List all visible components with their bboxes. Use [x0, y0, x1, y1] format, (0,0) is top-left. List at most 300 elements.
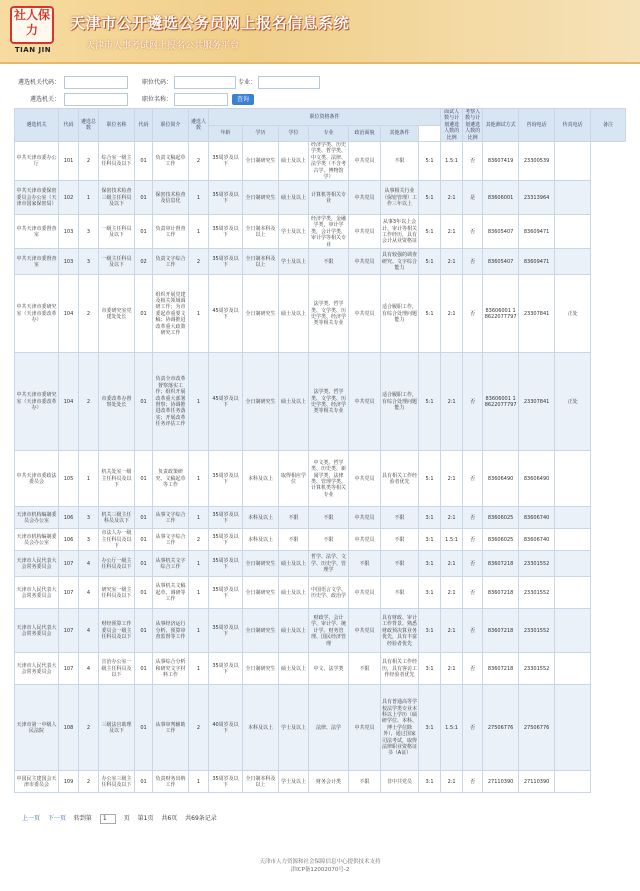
cell-count: 1 — [189, 507, 209, 529]
cell-degree: 学士及以上 — [279, 215, 309, 249]
cell-major: 不限 — [309, 507, 349, 529]
total-records: 共69条记录 — [185, 815, 217, 822]
header-phone: 咨询电话 — [519, 109, 555, 142]
cell-position-name: 市法人办一级主任科员及以下 — [99, 529, 135, 551]
cell-fax: 83609471 — [519, 215, 555, 249]
goto-label: 转到第 — [73, 815, 92, 822]
cell-agency-num: 4 — [79, 551, 99, 577]
cell-position-code: 01 — [135, 215, 153, 249]
position-name-input[interactable] — [174, 93, 228, 106]
cell-ratio-interview: 3:1 — [419, 771, 441, 793]
cell-ratio-exam: 1.5:1 — [441, 142, 463, 181]
cell-age: 35周岁及以下 — [209, 551, 243, 577]
cell-note — [555, 215, 591, 249]
cell-phone: 83607419 — [483, 142, 519, 181]
cell-position-code: 01 — [135, 507, 153, 529]
cell-political: 不限 — [349, 551, 381, 577]
cell-fax: 23307841 — [519, 353, 555, 451]
cell-political: 中共党员 — [349, 685, 381, 771]
header-degree: 学位 — [279, 125, 309, 142]
cell-agency: 中共天津市委督查室 — [15, 215, 59, 249]
cell-code: 103 — [59, 215, 79, 249]
cell-major: 不限 — [309, 249, 349, 275]
cell-degree: 硕士及以上 — [279, 653, 309, 685]
cell-position-name: 研究室一级主任科员及以下 — [99, 577, 135, 609]
cell-age: 35周岁及以下 — [209, 653, 243, 685]
search-filters — [14, 72, 626, 110]
cell-ratio-exam: 2:1 — [441, 249, 463, 275]
table-row — [15, 685, 626, 771]
page-number-input[interactable] — [100, 814, 116, 824]
cell-position-code: 01 — [135, 653, 153, 685]
table-row — [15, 275, 626, 353]
cell-code: 106 — [59, 507, 79, 529]
cell-ratio-interview: 3:1 — [419, 653, 441, 685]
cell-position-name: 机关三级主任科员及以下 — [99, 507, 135, 529]
cell-other: 不限 — [381, 142, 419, 181]
cell-fax: 83606740 — [519, 507, 555, 529]
cell-agency-num: 4 — [79, 577, 99, 609]
cell-political: 中共党员 — [349, 215, 381, 249]
cell-code: 102 — [59, 181, 79, 215]
cell-note — [555, 451, 591, 507]
cell-description: 从事机关文字综合工作 — [153, 551, 189, 577]
cell-other-exam: 否 — [463, 771, 483, 793]
cell-ratio-interview: 3:1 — [419, 609, 441, 653]
cell-fax: 23301552 — [519, 653, 555, 685]
cell-position-name: 一级主任科员及以下 — [99, 215, 135, 249]
positions-table — [14, 108, 626, 793]
cell-count: 1 — [189, 275, 209, 353]
cell-education: 本科及以上 — [243, 507, 279, 529]
cell-agency: 中共天津市委办公厅 — [15, 142, 59, 181]
cell-other-exam: 否 — [463, 507, 483, 529]
cell-ratio-interview: 3:1 — [419, 507, 441, 529]
cell-agency: 中共天津市委研究室（天津市委改革办） — [15, 275, 59, 353]
cell-fax: 23301552 — [519, 609, 555, 653]
cell-agency: 天津市机构编制委员会办公室 — [15, 507, 59, 529]
table-row — [15, 577, 626, 609]
pagination — [22, 813, 223, 824]
cell-ratio-exam: 2:1 — [441, 181, 463, 215]
cell-ratio-exam: 2:1 — [441, 275, 463, 353]
cell-major: 财政学、会计学、审计学、统计学、财务管理、国民经济管理 — [309, 609, 349, 653]
cell-note — [555, 181, 591, 215]
cell-major: 法学类、哲学类、文学类、历史学类、经济学类等相关专业 — [309, 353, 349, 451]
cell-position-code: 01 — [135, 275, 153, 353]
cell-code: 106 — [59, 529, 79, 551]
cell-education: 本科及以上 — [243, 451, 279, 507]
cell-ratio-interview: 5:1 — [419, 451, 441, 507]
cell-phone: 83607218 — [483, 609, 519, 653]
positions-table-container — [14, 108, 626, 793]
cell-ratio-interview: 3:1 — [419, 577, 441, 609]
prev-page-link[interactable]: 上一页 — [22, 815, 41, 822]
position-name-label: 职位名称： — [141, 96, 172, 103]
cell-degree: 硕士及以上 — [279, 353, 309, 451]
cell-position-name: 办公厅一级主任科员及以下 — [99, 551, 135, 577]
cell-phone: 27506776 — [483, 685, 519, 771]
cell-agency: 天津市人民代表大会常务委员会 — [15, 577, 59, 609]
cell-major: 经济学类、历史学类、哲学类、中文类、法律、法学类（不含考古学、博物馆学） — [309, 142, 349, 181]
cell-note — [555, 249, 591, 275]
cell-ratio-interview: 5:1 — [419, 142, 441, 181]
cell-phone: 83605407 — [483, 215, 519, 249]
cell-position-code: 01 — [135, 685, 153, 771]
cell-other: 不限 — [381, 507, 419, 529]
cell-fax: 27110390 — [519, 771, 555, 793]
cell-description: 从事经济运行分析、预算审查监督等工作 — [153, 609, 189, 653]
cell-degree: 硕士及以上 — [279, 181, 309, 215]
logo-subtext: TIAN JIN — [14, 46, 52, 54]
cell-ratio-exam: 2:1 — [441, 353, 463, 451]
next-page-link[interactable]: 下一页 — [47, 815, 66, 822]
cell-other: 具有相关工作经历，具有客访工作经验者优先 — [381, 653, 419, 685]
cell-education: 全日制研究生 — [243, 275, 279, 353]
header-conditions: 职位资格条件 — [209, 109, 441, 126]
cell-count: 1 — [189, 551, 209, 577]
cell-major: 法学类、哲学类、文学类、历史学类、经济学类等相关专业 — [309, 275, 349, 353]
dept-name-input[interactable] — [64, 93, 128, 106]
site-subtitle: 天津市人事考试网上报名公共服务平台 — [86, 41, 240, 51]
filter-row-2 — [14, 93, 626, 107]
cell-education: 全日制研究生 — [243, 609, 279, 653]
cell-count: 1 — [189, 609, 209, 653]
cell-position-code: 01 — [135, 551, 153, 577]
cell-ratio-exam: 1.5:1 — [441, 529, 463, 551]
cell-description: 负责财务出纳工作 — [153, 771, 189, 793]
table-row — [15, 142, 626, 181]
cell-phone: 83606025 — [483, 529, 519, 551]
table-row — [15, 215, 626, 249]
header-code: 代码 — [59, 109, 79, 142]
cell-education: 本科及以上 — [243, 685, 279, 771]
cell-phone: 83606001 18622077797 — [483, 353, 519, 451]
header-ratio-interview: 面试人数与计划遴选人数的比例 — [441, 109, 463, 142]
table-row — [15, 507, 626, 529]
cell-age: 35周岁及以下 — [209, 181, 243, 215]
cell-age: 35周岁及以下 — [209, 529, 243, 551]
cell-age: 40周岁及以下 — [209, 685, 243, 771]
cell-political: 中共党员 — [349, 577, 381, 609]
cell-agency-num: 2 — [79, 685, 99, 771]
cell-other: 不限 — [381, 529, 419, 551]
table-row — [15, 249, 626, 275]
cell-note — [555, 609, 591, 653]
cell-fax: 23301552 — [519, 577, 555, 609]
cell-education: 全日制研究生 — [243, 551, 279, 577]
cell-code: 107 — [59, 653, 79, 685]
cell-other-exam: 否 — [463, 353, 483, 451]
cell-agency-num: 2 — [79, 771, 99, 793]
cell-age: 35周岁及以下 — [209, 771, 243, 793]
cell-other-exam: 否 — [463, 551, 483, 577]
cell-age: 45周岁及以下 — [209, 275, 243, 353]
cell-agency-num: 4 — [79, 609, 99, 653]
cell-agency-num: 1 — [79, 451, 99, 507]
cell-agency-num: 2 — [79, 142, 99, 181]
cell-political: 中共党员 — [349, 353, 381, 451]
cell-note — [555, 551, 591, 577]
cell-ratio-exam: 2:1 — [441, 507, 463, 529]
cell-education: 全日制本科及以上 — [243, 249, 279, 275]
cell-political: 中共党员 — [349, 249, 381, 275]
cell-fax: 83606490 — [519, 451, 555, 507]
cell-degree: 学士及以上 — [279, 685, 309, 771]
cell-fax: 23307841 — [519, 275, 555, 353]
cell-phone: 83607218 — [483, 577, 519, 609]
table-row — [15, 353, 626, 451]
cell-political: 中共党员 — [349, 529, 381, 551]
cell-ratio-interview: 5:1 — [419, 181, 441, 215]
cell-education: 全日制研究生 — [243, 353, 279, 451]
cell-note — [555, 529, 591, 551]
cell-ratio-interview: 3:1 — [419, 529, 441, 551]
cell-age: 35周岁及以下 — [209, 215, 243, 249]
page-unit-label: 页 — [123, 815, 130, 822]
cell-major: 法律、法学 — [309, 685, 349, 771]
cell-note: 正处 — [555, 275, 591, 353]
cell-education: 全日制研究生 — [243, 653, 279, 685]
cell-count: 2 — [189, 685, 209, 771]
cell-agency-num: 4 — [79, 653, 99, 685]
cell-degree: 硕士及以上 — [279, 577, 309, 609]
cell-description: 组织开展党建及相关领域调研工作；为市委起草重要文稿；协调推进改革重大政策研究工作 — [153, 275, 189, 353]
cell-age: 35周岁及以下 — [209, 249, 243, 275]
cell-political: 中共党员 — [349, 181, 381, 215]
cell-major: 中文类、哲学类、历史类、新闻学类、法律类、管理学类、计算机类等相关专业 — [309, 451, 349, 507]
cell-position-name: 三级法官助理及以下 — [99, 685, 135, 771]
cell-code: 107 — [59, 577, 79, 609]
cell-position-code: 01 — [135, 181, 153, 215]
dept-code-input[interactable] — [64, 76, 128, 89]
cell-fax: 23300539 — [519, 142, 555, 181]
cell-position-name: 市委研究室党建处处长 — [99, 275, 135, 353]
cell-count: 1 — [189, 353, 209, 451]
cell-other: 适合履职工作，有综合处理问题能力 — [381, 275, 419, 353]
cell-degree: 硕士及以上 — [279, 551, 309, 577]
cell-other-exam: 否 — [463, 609, 483, 653]
cell-ratio-exam: 2:1 — [441, 609, 463, 653]
cell-position-code: 01 — [135, 609, 153, 653]
cell-position-name: 综合室一级主任科员及以下 — [99, 142, 135, 181]
cell-political: 中共党员 — [349, 507, 381, 529]
cell-age: 35周岁及以下 — [209, 451, 243, 507]
cell-note — [555, 142, 591, 181]
cell-position-code: 02 — [135, 249, 153, 275]
site-banner — [0, 0, 640, 64]
cell-code: 103 — [59, 249, 79, 275]
cell-position-name: 一级主任科员及以下 — [99, 249, 135, 275]
current-page: 第1页 — [137, 815, 154, 822]
cell-other-exam: 否 — [463, 653, 483, 685]
cell-political: 不限 — [349, 771, 381, 793]
cell-code: 105 — [59, 451, 79, 507]
header-major: 专业 — [309, 125, 349, 142]
table-row — [15, 181, 626, 215]
cell-description: 保密技术检查及信息化 — [153, 181, 189, 215]
cell-other-exam: 否 — [463, 275, 483, 353]
cell-description: 从事文字综合工作 — [153, 507, 189, 529]
header-agency: 遴选机关 — [15, 109, 59, 142]
cell-major: 财务会计类 — [309, 771, 349, 793]
cell-ratio-exam: 2:1 — [441, 771, 463, 793]
cell-agency: 中共天津市委督查室 — [15, 249, 59, 275]
filter-row-1 — [14, 76, 626, 90]
cell-education: 全日制研究生 — [243, 142, 279, 181]
cell-agency-num: 3 — [79, 249, 99, 275]
cell-political: 中共党员 — [349, 451, 381, 507]
cell-degree: 不限 — [279, 507, 309, 529]
cell-other: 适合履职工作，有综合处理问题能力 — [381, 353, 419, 451]
cell-agency: 天津市人民代表大会常务委员会 — [15, 653, 59, 685]
cell-phone: 83606025 — [483, 507, 519, 529]
cell-major: 计算机等相关专业 — [309, 181, 349, 215]
header-count: 遴选人数 — [189, 109, 209, 142]
cell-agency-num: 3 — [79, 529, 99, 551]
cell-agency-num: 1 — [79, 181, 99, 215]
table-row — [15, 609, 626, 653]
cell-other: 非中共党员 — [381, 771, 419, 793]
cell-position-code: 01 — [135, 451, 153, 507]
header-other-exam: 其他测试方式 — [483, 109, 519, 142]
cell-ratio-exam: 2:1 — [441, 551, 463, 577]
cell-degree: 硕士及以上 — [279, 275, 309, 353]
table-row — [15, 771, 626, 793]
cell-degree: 取得相应学位 — [279, 451, 309, 507]
header-position-code: 代码 — [135, 109, 153, 142]
cell-other-exam: 否 — [463, 685, 483, 771]
cell-other-exam: 否 — [463, 142, 483, 181]
cell-ratio-interview: 5:1 — [419, 215, 441, 249]
cell-description: 负责全市改革督察落实工作；组织开展改革重大部署督察；协调推进改革任务落实；开展改革任务评估工作 — [153, 353, 189, 451]
table-row — [15, 529, 626, 551]
dept-name-label: 遴选机关： — [29, 96, 60, 103]
cell-code: 104 — [59, 353, 79, 451]
page-number-value: 1 — [102, 814, 107, 822]
cell-description: 从事审判辅助工作 — [153, 685, 189, 771]
cell-position-name: 办公室三级主任科员及以下 — [99, 771, 135, 793]
header-age: 年龄 — [209, 125, 243, 142]
cell-agency: 中共天津市委政法委员会 — [15, 451, 59, 507]
dept-code-label: 遴选机关代码： — [17, 79, 60, 86]
cell-ratio-interview: 5:1 — [419, 353, 441, 451]
logo-mark: 社人保力 — [10, 6, 54, 44]
cell-count: 2 — [189, 249, 209, 275]
table-row — [15, 451, 626, 507]
cell-code: 104 — [59, 275, 79, 353]
cell-other: 从事相关行业（保密管理）工作三年以上 — [381, 181, 419, 215]
footer-support: 天津市人力资源和社会保障信息中心提供技术支持 — [259, 859, 381, 865]
cell-political: 中共党员 — [349, 142, 381, 181]
cell-count: 1 — [189, 451, 209, 507]
header-note: 备注 — [591, 109, 626, 142]
table-row — [15, 653, 626, 685]
major-label: 专业： — [237, 79, 256, 86]
cell-education: 全日制本科及以上 — [243, 771, 279, 793]
cell-phone: 83606001 18622077797 — [483, 275, 519, 353]
cell-other: 不限 — [381, 551, 419, 577]
cell-phone: 83606490 — [483, 451, 519, 507]
cell-other-exam: 否 — [463, 577, 483, 609]
cell-position-name: 机关处室一级主任科员及以下 — [99, 451, 135, 507]
major-input[interactable] — [258, 76, 320, 89]
position-code-label: 职位代码： — [141, 79, 172, 86]
cell-position-code: 01 — [135, 529, 153, 551]
cell-ratio-interview: 5:1 — [419, 275, 441, 353]
cell-position-name: 宣治办公室一级主任科员及以下 — [99, 653, 135, 685]
cell-count: 1 — [189, 771, 209, 793]
cell-position-code: 01 — [135, 577, 153, 609]
cell-description: 从事综合分析和研究文字材料工作 — [153, 653, 189, 685]
header-agency-num: 遴选总数 — [79, 109, 99, 142]
cell-political: 不限 — [349, 653, 381, 685]
cell-note — [555, 653, 591, 685]
cell-other: 从事3年以上会计、审计等相关工作经历，具有会计从业资格证 — [381, 215, 419, 249]
header-education: 学历 — [243, 125, 279, 142]
header-description: 职位简介 — [153, 109, 189, 142]
cell-count: 1 — [189, 653, 209, 685]
cell-ratio-exam: 2:1 — [441, 653, 463, 685]
cell-age: 35周岁及以下 — [209, 577, 243, 609]
cell-major: 中文、法学类 — [309, 653, 349, 685]
cell-other: 具有相关工作经验者优先 — [381, 451, 419, 507]
cell-ratio-exam: 2:1 — [441, 577, 463, 609]
cell-count: 1 — [189, 215, 209, 249]
cell-other-exam: 否 — [463, 215, 483, 249]
cell-note — [555, 685, 591, 771]
cell-ratio-interview: 3:1 — [419, 685, 441, 771]
cell-note — [555, 507, 591, 529]
cell-education: 全日制本科及以上 — [243, 215, 279, 249]
cell-note — [555, 577, 591, 609]
cell-description: 从事文字综合工作 — [153, 529, 189, 551]
cell-agency: 天津市人民代表大会常务委员会 — [15, 609, 59, 653]
cell-political: 中共党员 — [349, 275, 381, 353]
footer-icp: 津ICP备12002070号-2 — [290, 867, 350, 873]
cell-agency-num: 3 — [79, 507, 99, 529]
cell-other-exam: 否 — [463, 249, 483, 275]
cell-agency: 中共天津市委研究室（天津市委改革办） — [15, 353, 59, 451]
cell-code: 101 — [59, 142, 79, 181]
cell-other-exam: 否 — [463, 451, 483, 507]
cell-degree: 硕士及以上 — [279, 609, 309, 653]
cell-other-exam: 否 — [463, 529, 483, 551]
cell-code: 108 — [59, 685, 79, 771]
cell-phone: 83606001 — [483, 181, 519, 215]
search-button[interactable]: 查询 — [232, 94, 254, 105]
cell-position-code: 01 — [135, 142, 153, 181]
cell-phone: 83607218 — [483, 551, 519, 577]
cell-code: 109 — [59, 771, 79, 793]
cell-count: 1 — [189, 181, 209, 215]
cell-description: 从事机关文稿起草、调研等工作 — [153, 577, 189, 609]
page-footer — [0, 858, 640, 874]
cell-degree: 硕士及以上 — [279, 142, 309, 181]
site-title: 天津市公开遴选公务员网上报名信息系统 — [70, 14, 350, 32]
cell-age: 35周岁及以下 — [209, 142, 243, 181]
cell-age: 45周岁及以下 — [209, 353, 243, 451]
header-ratio-exam: 考察人数与计划遴选人数的比例 — [463, 109, 483, 142]
cell-phone: 27110390 — [483, 771, 519, 793]
cell-note — [555, 771, 591, 793]
cell-education: 本科及以上 — [243, 529, 279, 551]
total-pages: 共6页 — [161, 815, 178, 822]
cell-major: 哲学、法学、文学、历史学、管理学 — [309, 551, 349, 577]
cell-agency: 中共天津市委保密委员会办公室（天津市国家保密局） — [15, 181, 59, 215]
cell-degree: 不限 — [279, 529, 309, 551]
cell-other: 具有普通高等学校法学类专业本科以上学历（硕研学位、本科、博士学位除外），通过国家司法考试，取得法律职业资格证书（A证） — [381, 685, 419, 771]
